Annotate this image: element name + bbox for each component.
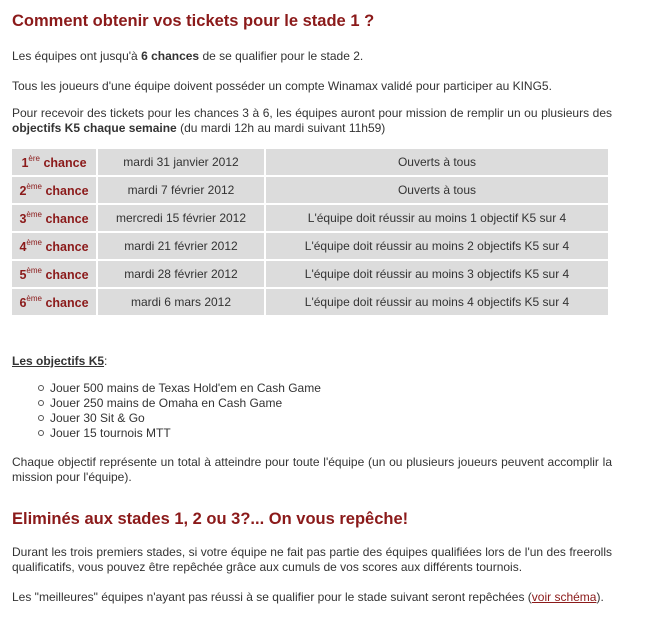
objectives-title: Les objectifs K5	[12, 354, 105, 368]
voir-schema-link[interactable]: voir schéma	[531, 590, 597, 604]
objective-text: Jouer 250 mains de Omaha en Cash Game	[50, 396, 283, 410]
chance-condition: L'équipe doit réussir au moins 4 objectifs K5 sur 4	[266, 289, 608, 315]
paragraph-objectives-intro	[12, 106, 612, 136]
paragraph-chances	[12, 49, 612, 64]
chance-date: mardi 7 février 2012	[98, 177, 264, 203]
objective-item	[12, 426, 321, 441]
bullet-icon	[38, 430, 44, 436]
chance-num: 5	[19, 268, 27, 283]
text: de se qualifier pour le stade 2.	[199, 49, 364, 63]
objective-text: Jouer 500 mains de Texas Hold'em en Cash Game	[50, 381, 321, 395]
chance-sup: ère	[28, 154, 40, 164]
chance-sup: ème	[26, 238, 42, 248]
bullet-icon	[38, 400, 44, 406]
chance-date: mardi 31 janvier 2012	[98, 149, 264, 175]
chance-word: chance	[43, 156, 87, 171]
text: ).	[596, 590, 604, 604]
objectives-list	[12, 381, 321, 441]
chance-row	[12, 149, 608, 175]
section-title-tickets: Comment obtenir vos tickets pour le stade 1 ?	[12, 12, 375, 30]
chance-row	[12, 177, 608, 203]
chance-number	[12, 233, 96, 259]
chance-sup: ème	[26, 210, 42, 220]
chance-word: chance	[45, 212, 89, 227]
paragraph-repechage: Durant les trois premiers stades, si votre équipe ne fait pas partie des équipes qualifiées lors de l'un des freerolls qualificatifs, vous pouvez être repêchée grâce aux cumuls de vos scores aux différents tournois.	[12, 545, 612, 574]
bullet-icon	[38, 385, 44, 391]
chance-row	[12, 233, 608, 259]
objective-item	[12, 381, 321, 396]
paragraph-account: Tous les joueurs d'une équipe doivent posséder un compte Winamax validé pour participer au KING5.	[12, 79, 552, 93]
chance-date: mardi 28 février 2012	[98, 261, 264, 287]
chances-table-body	[12, 149, 608, 315]
chance-word: chance	[45, 184, 89, 199]
chance-number	[12, 177, 96, 203]
objective-text: Jouer 15 tournois MTT	[50, 426, 171, 440]
chance-word: chance	[45, 268, 89, 283]
text: Les "meilleures" équipes n'ayant pas réussi à se qualifier pour le stade suivant seront repêchées (	[12, 590, 532, 604]
chance-date: mardi 6 mars 2012	[98, 289, 264, 315]
paragraph-objectives-note: Chaque objectif représente un total à atteindre pour toute l'équipe (un ou plusieurs joueurs peuvent accomplir la mission pour l'équipe).	[12, 455, 612, 484]
bold-text: objectifs K5 chaque semaine	[12, 121, 177, 135]
chance-condition: Ouverts à tous	[266, 149, 608, 175]
chance-row	[12, 205, 608, 231]
text: (du mardi 12h au mardi suivant 11h59)	[176, 121, 386, 135]
chance-condition: Ouverts à tous	[266, 177, 608, 203]
chance-sup: ème	[26, 294, 42, 304]
chance-num: 3	[19, 212, 27, 227]
chances-table	[10, 147, 610, 317]
chance-date: mardi 21 février 2012	[98, 233, 264, 259]
chance-condition: L'équipe doit réussir au moins 1 objectif K5 sur 4	[266, 205, 608, 231]
chance-condition: L'équipe doit réussir au moins 2 objectifs K5 sur 4	[266, 233, 608, 259]
chance-num: 2	[19, 184, 27, 199]
objectives-title-suffix: :	[104, 354, 108, 368]
chance-word: chance	[45, 240, 89, 255]
chance-number	[12, 261, 96, 287]
section-title-repechage: Eliminés aux stades 1, 2 ou 3?... On vous repêche!	[12, 510, 409, 528]
chance-date: mercredi 15 février 2012	[98, 205, 264, 231]
chance-num: 4	[19, 240, 27, 255]
chance-num: 1	[21, 156, 29, 171]
chance-number	[12, 289, 96, 315]
objective-text: Jouer 30 Sit & Go	[50, 411, 145, 425]
chance-num: 6	[19, 296, 27, 311]
chance-row	[12, 261, 608, 287]
paragraph-best-teams	[12, 590, 612, 605]
chance-number	[12, 205, 96, 231]
bold-text: 6 chances	[141, 49, 200, 63]
chance-number	[12, 149, 96, 175]
chance-row	[12, 289, 608, 315]
chance-sup: ème	[26, 266, 42, 276]
text: Les équipes ont jusqu'à	[12, 49, 142, 63]
chance-word: chance	[45, 296, 89, 311]
objectives-heading	[12, 354, 107, 369]
objective-item	[12, 411, 321, 426]
objective-item	[12, 396, 321, 411]
chance-sup: ème	[26, 182, 42, 192]
chance-condition: L'équipe doit réussir au moins 3 objectifs K5 sur 4	[266, 261, 608, 287]
text: Pour recevoir des tickets pour les chances 3 à 6, les équipes auront pour mission de remplir un ou plusieurs des	[12, 106, 612, 120]
bullet-icon	[38, 415, 44, 421]
